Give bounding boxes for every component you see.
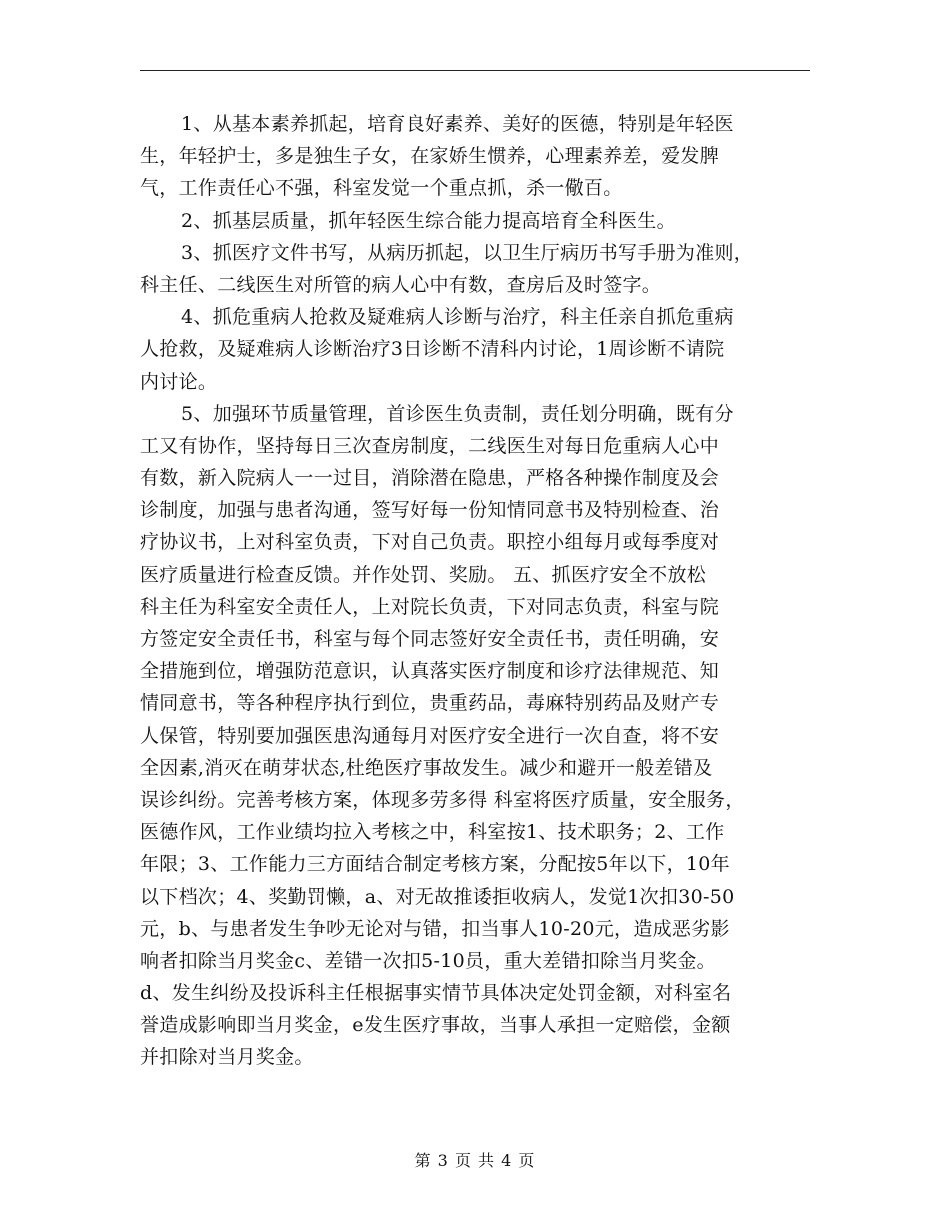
text-line: 人保管，特别要加强医患沟通每月对医疗安全进行一次自查，将不安 — [140, 724, 720, 747]
text-line: 有数，新入院病人一一过目，消除潜在隐患，严格各种操作制度及会 — [140, 467, 720, 490]
text-line: 科主任为科室安全责任人，上对院长负责，下对同志负责，科室与院 — [140, 595, 720, 618]
text-line: 1、从基本素养抓起，培育良好素养、美好的医德，特别是年轻医 — [181, 113, 734, 135]
text-line: 疗协议书，上对科室负责，下对自己负责。职控小组每月或每季度对 — [140, 531, 720, 554]
text-line: 5、加强环节质量管理，首诊医生负责制，责任划分明确，既有分 — [181, 402, 734, 425]
page-number-footer: 第 3 页 共 4 页 — [414, 1151, 536, 1170]
text-line: 医德作风，工作业绩均拉入考核之中，科室按1、技术职务；2、工作 — [140, 821, 725, 844]
text-line: 误诊纠纷。完善考核方案，体现多劳多得 科室将医疗质量，安全服务， — [140, 788, 745, 811]
text-line: 誉造成影响即当月奖金，e发生医疗事故，当事人承担一定赔偿，金额 — [140, 1014, 731, 1037]
text-line: 4、抓危重病人抢救及疑难病人诊断与治疗，科主任亲自抓危重病 — [181, 306, 734, 329]
text-line: 3、抓医疗文件书写，从病历抓起，以卫生厅病历书写手册为准则， — [181, 241, 754, 264]
text-line: 气，工作责任心不强，科室发觉一个重点抓，杀一儆百。 — [140, 177, 623, 200]
text-line: 方签定安全责任书，科室与每个同志签好安全责任书，责任明确，安 — [140, 628, 720, 650]
text-line: 响者扣除当月奖金c、差错一次扣5-10员，重大差错扣除当月奖金。 — [140, 949, 716, 972]
text-line: 科主任、二线医生对所管的病人心中有数，查房后及时签字。 — [140, 273, 662, 296]
text-line: 以下档次；4、奖勤罚懒，a、对无故推诿拒收病人，发觉1次扣30-50 — [140, 885, 735, 908]
text-line: 医疗质量进行检查反馈。并作处罚、奖励。 五、抓医疗安全不放松 — [140, 563, 707, 586]
text-line: 全措施到位，增强防范意识，认真落实医疗制度和诊疗法律规范、知 — [140, 660, 720, 683]
text-line: 诊制度，加强与患者沟通，签写好每一份知情同意书及特别检查、治 — [140, 499, 720, 522]
text-line: 年限；3、工作能力三方面结合制定考核方案，分配按5年以下，10年 — [140, 853, 730, 876]
document-body — [140, 108, 820, 1074]
text-line: 元，b、与患者发生争吵无论对与错，扣当事人10-20元，造成恶劣影 — [140, 917, 730, 940]
text-line: 人抢救，及疑难病人诊断治疗3日诊断不清科内讨论，1周诊断不请院 — [140, 338, 725, 361]
header-rule — [140, 70, 810, 71]
text-line: d、发生纠纷及投诉科主任根据事实情节具体决定处罚金额，对科室名 — [140, 982, 732, 1005]
text-line: 内讨论。 — [140, 370, 218, 393]
text-line: 情同意书，等各种程序执行到位，贵重药品，毒麻特别药品及财产专 — [140, 692, 720, 715]
text-line: 生，年轻护士，多是独生子女，在家娇生惯养，心理素养差，爱发脾 — [140, 145, 720, 168]
text-line: 工又有协作，坚持每日三次查房制度，二线医生对每日危重病人心中 — [140, 434, 720, 457]
text-line: 全因素,消灭在萌芽状态,杜绝医疗事故发生。减少和避开一般差错及 — [140, 756, 713, 779]
text-line: 2、抓基层质量，抓年轻医生综合能力提高培育全科医生。 — [181, 209, 676, 232]
text-line: 并扣除对当月奖金。 — [140, 1046, 314, 1069]
